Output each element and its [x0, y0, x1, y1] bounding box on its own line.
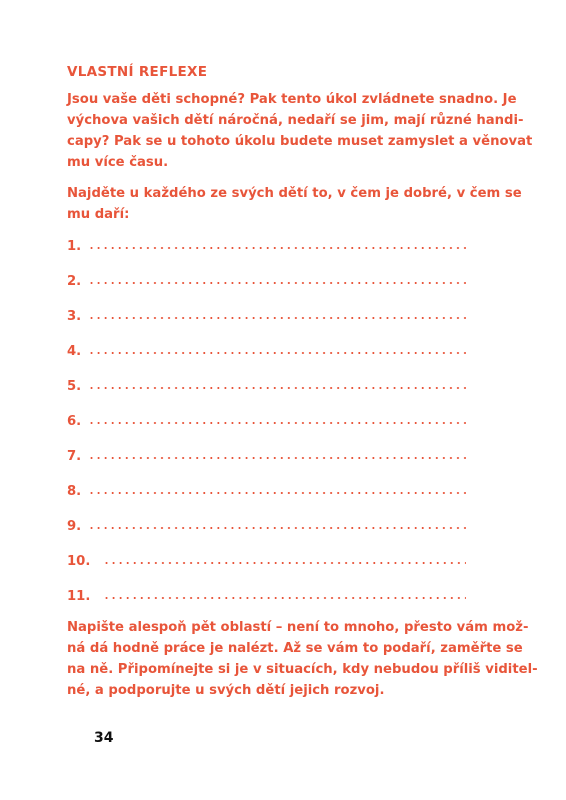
answer-number: 4.	[67, 343, 82, 359]
closing-line: né, a podporujte u svých dětí jejich rozvoj.	[67, 683, 385, 698]
answer-row[interactable]	[67, 586, 90, 606]
answer-row[interactable]	[67, 481, 81, 501]
intro-line: Jsou vaše děti schopné? Pak tento úkol zvládnete snadno. Je	[67, 92, 517, 107]
answer-row[interactable]	[67, 306, 81, 326]
answer-line[interactable]	[88, 387, 466, 389]
answer-line[interactable]	[88, 317, 466, 319]
answer-row[interactable]	[67, 376, 81, 396]
answer-number: 8.	[67, 483, 82, 499]
answer-number: 6.	[67, 413, 82, 429]
answer-line[interactable]	[88, 457, 466, 459]
answer-row[interactable]	[67, 341, 81, 361]
instruction-line: mu daří:	[67, 207, 130, 222]
answer-row[interactable]	[67, 551, 90, 571]
answer-row[interactable]	[67, 236, 81, 256]
answer-number: 9.	[67, 518, 82, 534]
answer-row[interactable]	[67, 446, 81, 466]
answer-row[interactable]	[67, 411, 81, 431]
answer-number: 10.	[67, 553, 91, 569]
answer-number: 1.	[67, 238, 82, 254]
answer-line[interactable]	[88, 352, 466, 354]
answer-line[interactable]	[103, 597, 466, 599]
answer-number: 5.	[67, 378, 82, 394]
closing-line: Napište alespoň pět oblastí – není to mnoho, přesto vám mož-	[67, 620, 529, 635]
intro-paragraph	[67, 89, 533, 173]
answer-number: 2.	[67, 273, 82, 289]
closing-paragraph	[67, 617, 538, 701]
intro-line: capy? Pak se u tohoto úkolu budete muset zamyslet a věnovat	[67, 134, 533, 149]
answer-number: 7.	[67, 448, 82, 464]
answer-line[interactable]	[88, 492, 466, 494]
answer-line[interactable]	[88, 422, 466, 424]
answer-line[interactable]	[88, 527, 466, 529]
instruction-line: Najděte u každého ze svých dětí to, v čem je dobré, v čem se	[67, 186, 522, 201]
answer-line[interactable]	[88, 282, 466, 284]
intro-line: mu více času.	[67, 155, 169, 170]
answer-number: 3.	[67, 308, 82, 324]
answer-line[interactable]	[103, 562, 466, 564]
instruction-paragraph	[67, 183, 522, 225]
section-heading: VLASTNÍ REFLEXE	[67, 64, 208, 80]
answer-row[interactable]	[67, 271, 81, 291]
intro-line: výchova vašich dětí náročná, nedaří se jim, mají různé handi-	[67, 113, 524, 128]
closing-line: na ně. Připomínejte si je v situacích, kdy nebudou příliš viditel-	[67, 662, 538, 677]
closing-line: ná dá hodně práce je nalézt. Až se vám to podaří, zaměřte se	[67, 641, 523, 656]
answer-line[interactable]	[88, 247, 466, 249]
page-number: 34	[94, 730, 114, 746]
answer-number: 11.	[67, 588, 91, 604]
answer-row[interactable]	[67, 516, 81, 536]
